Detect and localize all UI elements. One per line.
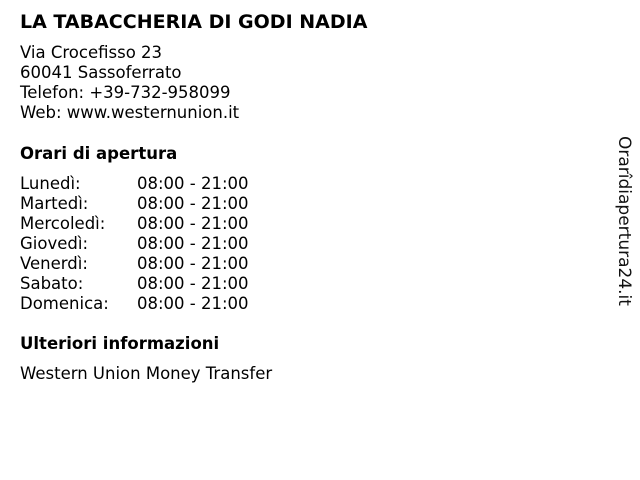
additional-info-heading: Ulteriori informazioni — [20, 334, 220, 353]
day-label: Domenica: — [20, 294, 109, 313]
day-label: Giovedì: — [20, 234, 88, 253]
website-link[interactable]: Web: www.westernunion.it — [20, 103, 240, 122]
hours-row-thursday — [20, 234, 280, 254]
street-address: Via Crocefisso 23 — [20, 43, 163, 62]
opening-hours-table — [20, 174, 280, 314]
phone-number: Telefon: +39-732-958099 — [20, 83, 231, 102]
hours-row-wednesday — [20, 214, 280, 234]
business-name: LA TABACCHERIA DI GODI NADIA — [20, 11, 368, 33]
opening-hours-heading: Orari di apertura — [20, 144, 178, 163]
hours-row-saturday — [20, 274, 280, 294]
time-range: 08:00 - 21:00 — [137, 294, 249, 313]
time-range: 08:00 - 21:00 — [137, 214, 249, 233]
hours-row-friday — [20, 254, 280, 274]
hours-row-sunday — [20, 294, 280, 314]
hours-row-tuesday — [20, 194, 280, 214]
time-range: 08:00 - 21:00 — [137, 234, 249, 253]
site-watermark — [612, 136, 634, 308]
day-label: Mercoledì: — [20, 214, 106, 233]
time-range: 08:00 - 21:00 — [137, 194, 249, 213]
hours-row-monday — [20, 174, 280, 194]
day-label: Sabato: — [20, 274, 84, 293]
time-range: 08:00 - 21:00 — [137, 174, 249, 193]
city-postal-code: 60041 Sassoferrato — [20, 63, 182, 82]
address-block — [20, 43, 239, 123]
day-label: Martedì: — [20, 194, 89, 213]
day-label: Lunedì: — [20, 174, 81, 193]
time-range: 08:00 - 21:00 — [137, 254, 249, 273]
time-range: 08:00 - 21:00 — [137, 274, 249, 293]
additional-info-text: Western Union Money Transfer — [20, 364, 273, 383]
day-label: Venerdì: — [20, 254, 88, 273]
watermark-text: Orarîdiapertura24.it — [614, 136, 634, 306]
